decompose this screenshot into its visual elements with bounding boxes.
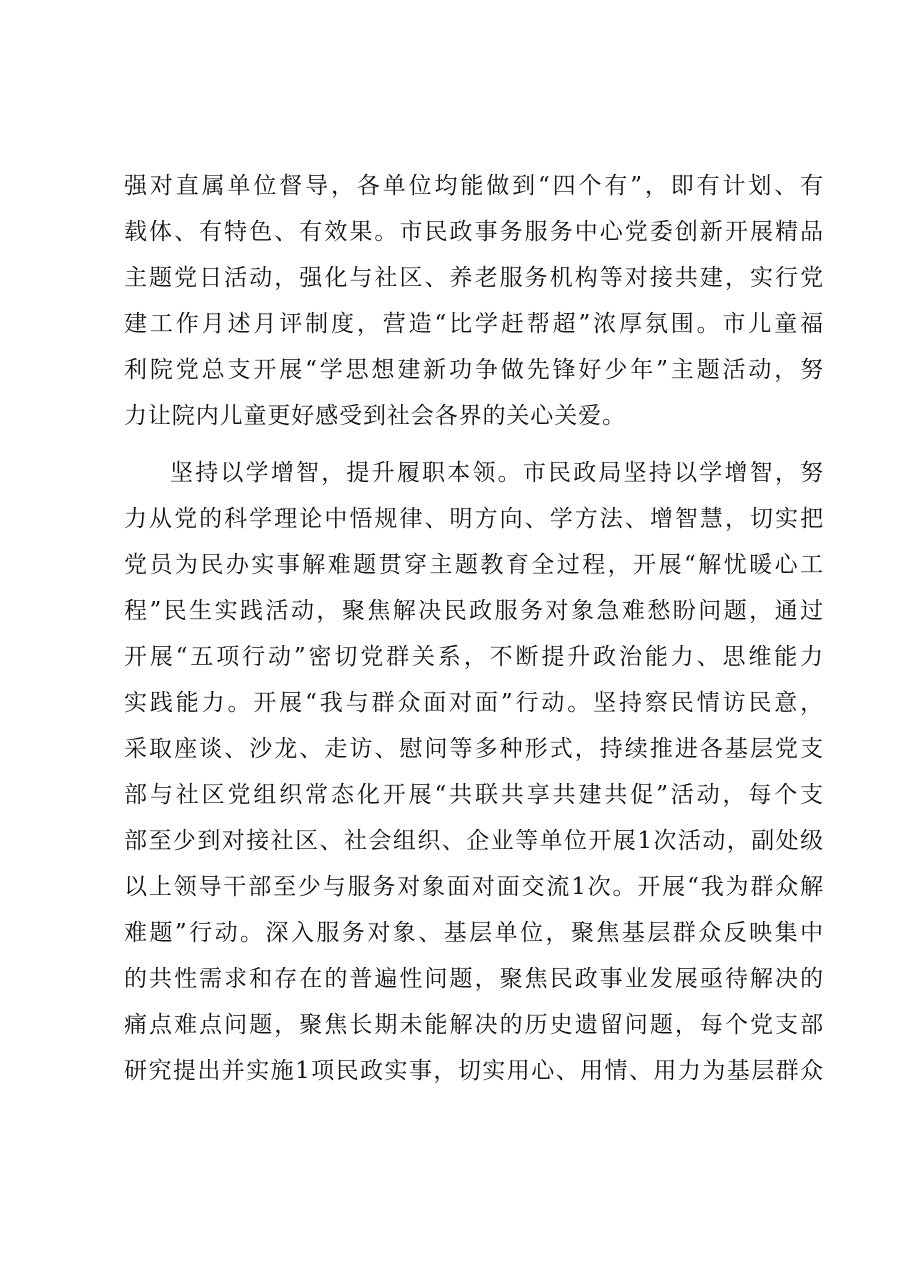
text-line: 载体、有特色、有效果。市民政事务服务中心党委创新开展精品: [124, 219, 824, 245]
text-line: 的共性需求和存在的普遍性问题，聚焦民政事业发展亟待解决的: [124, 966, 824, 992]
text-line: 部与社区党组织常态化开展“共联共享共建共促”活动，每个支: [124, 782, 824, 808]
text-line: 采取座谈、沙龙、走访、慰问等多种形式，持续推进各基层党支: [124, 736, 824, 762]
text-line: 党员为民办实事解难题贯穿主题教育全过程，开展“解忧暖心工: [124, 552, 824, 578]
text-line: 开展“五项行动”密切党群关系，不断提升政治能力、思维能力: [124, 644, 824, 670]
text-line: 强对直属单位督导，各单位均能做到“四个有”，即有计划、有: [124, 173, 824, 199]
text-line: 部至少到对接社区、社会组织、企业等单位开展1次活动，副处级: [124, 828, 824, 854]
text-line: 建工作月述月评制度，营造“比学赶帮超”浓厚氛围。市儿童福: [124, 311, 824, 337]
text-line: 以上领导干部至少与服务对象面对面交流1次。开展“我为群众解: [124, 874, 824, 900]
text-line: 难题”行动。深入服务对象、基层单位，聚焦基层群众反映集中: [124, 920, 824, 946]
text-line: 程”民生实践活动，聚焦解决民政服务对象急难愁盼问题，通过: [124, 598, 824, 624]
text-line: 力从党的科学理论中悟规律、明方向、学方法、增智慧，切实把: [124, 506, 824, 532]
paragraph-end-line: 力让院内儿童更好感受到社会各界的关心关爱。: [124, 403, 626, 429]
text-line: 主题党日活动，强化与社区、养老服务机构等对接共建，实行党: [124, 265, 824, 291]
text-line: 研究提出并实施1项民政实事，切实用心、用情、用力为基层群众: [124, 1058, 824, 1084]
text-line: 实践能力。开展“我与群众面对面”行动。坚持察民情访民意，: [124, 690, 824, 716]
text-line: 利院党总支开展“学思想建新功争做先锋好少年”主题活动，努: [124, 357, 824, 383]
text-line: 痛点难点问题，聚焦长期未能解决的历史遗留问题，每个党支部: [124, 1012, 824, 1038]
paragraph-heading-line: 坚持以学增智，提升履职本领。市民政局坚持以学增智，努: [170, 460, 824, 486]
